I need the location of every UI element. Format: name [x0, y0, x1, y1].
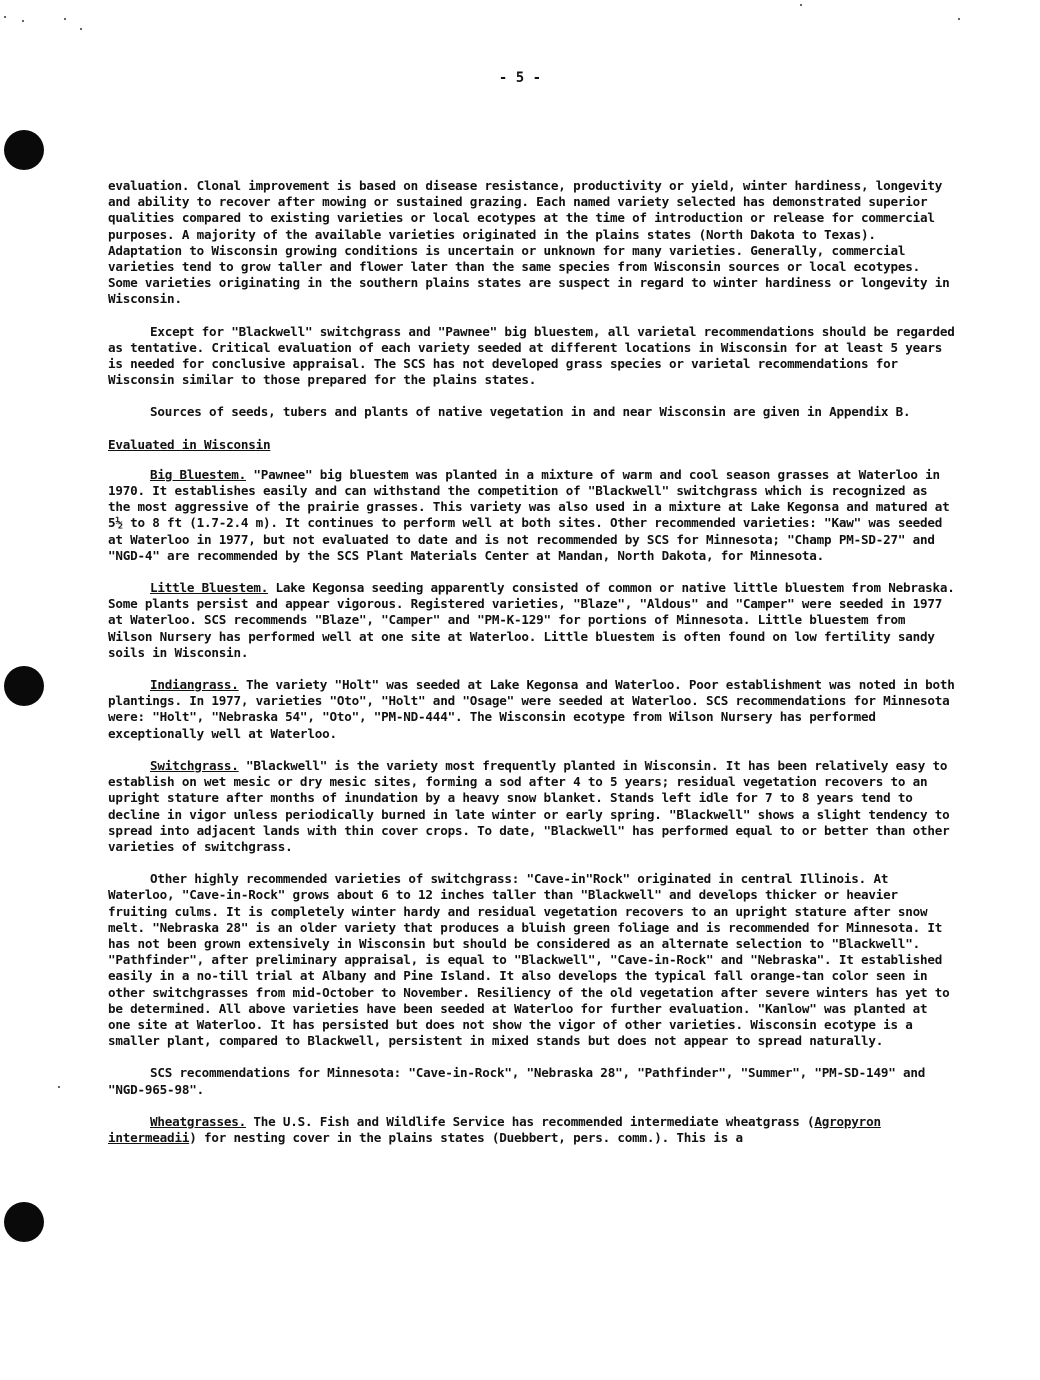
paragraph-indiangrass [108, 677, 956, 742]
big-bluestem-text: "Pawnee" big bluestem was planted in a mixture of warm and cool season grasses at Waterloo in 1970. It establishes easily and can withstand the competition of "Blackwell" switchgrass which is recognized as the most aggressive of the prairie grasses. This variety was also used in a mixture at Lake Kegonsa and matured at 5½ to 8 ft (1.7-2.4 m). It continues to perform well at both sites. Other recommended varieties: "Kaw" was seeded at Waterloo in 1977, but not evaluated to date and is not recommended by SCS for Minnesota; "Champ PM-SD-27" and "NGD-4" are recommended by the SCS Plant Materials Center at Mandan, North Dakota, for Minnesota. [108, 466, 950, 563]
paragraph-other-switchgrass: Other highly recommended varieties of switchgrass: "Cave-in"Rock" originated in central Illinois. At Waterloo, "Cave-in-Rock" grows about 6 to 12 inches taller than "Blackwell" and develops thicker or heavier fruiting culms. It is completely winter hardy and residual vegetation recovers to an upright stature after snow melt. "Nebraska 28" is an older variety that produces a bluish green foliage and is recommended for Minnesota. It has not been grown extensively in Wisconsin but should be considered as an alternate selection to "Blackwell". "Pathfinder", after preliminary appraisal, is equal to "Blackwell", "Cave-in-Rock" and "Nebraska". It established easily in a no-till trial at Albany and Pine Island. It also develops the typical fall orange-tan color seen in other switchgrasses from mid-October to November. Resiliency of the old vegetation after severe winters has yet to be determined. All above varieties have been seeded at Waterloo for further evaluation. "Kanlow" was planted at one site at Waterloo. It has persisted but does not show the vigor of other varieties. Wisconsin ecotype is a smaller plant, compared to Blackwell, persistent in mixed stands but does not appear to spread naturally. [108, 871, 950, 1049]
paragraph-evaluation: evaluation. Clonal improvement is based on disease resistance, productivity or yield, winter hardiness, longevity and ability to recover after mowing or sustained grazing. Each named variety selected has demonstrated superior qualities compared to existing varieties or local ecotypes at the time of introduction or release for commercial purposes. A majority of the available varieties originated in the plains states (North Dakota to Texas). Adaptation to Wisconsin growing conditions is uncertain or unknown for many varieties. Generally, commercial varieties tend to grow taller and flower later than the same species from Wisconsin sources or local ecotypes. Some varieties originating in the southern plains states are suspect in regard to winter hardiness or longevity in Wisconsin. [108, 178, 950, 307]
paragraph-wheatgrasses [108, 1114, 956, 1146]
big-bluestem-title: Big Bluestem. [150, 466, 246, 482]
paragraph-tentative: Except for "Blackwell" switchgrass and "Pawnee" big bluestem, all varietal recommendations should be regarded as tentative. Critical evaluation of each variety seeded at different locations in Wisconsin for at least 5 years is needed for conclusive appraisal. The SCS has not developed grass species or varietal recommendations for Wisconsin similar to those prepared for the plains states. [108, 323, 955, 388]
page-number: - 5 - [498, 70, 542, 86]
scan-speck [800, 4, 802, 6]
punch-hole-middle [4, 666, 44, 706]
paragraph-scs-minnesota: SCS recommendations for Minnesota: "Cave-in-Rock", "Nebraska 28", "Pathfinder", "Summer", "PM-SD-149" and "NGD-965-98". [108, 1065, 926, 1097]
little-bluestem-title: Little Bluestem. [150, 580, 269, 596]
little-bluestem-text: Lake Kegonsa seeding apparently consisted of common or native little bluestem from Nebraska. Some plants persist and appear vigorous. Registered varieties, "Blaze", "Aldous" and "Camper" were seeded in 1977 at Waterloo. SCS recommends "Blaze", "Camper" and "PM-K-129" for portions of Minnesota. Little bluestem from Wilson Nursery has performed well at one site at Waterloo. Little bluestem is often found on low fertility sandy soils in Wisconsin. [108, 580, 955, 660]
section-heading: Evaluated in Wisconsin [108, 436, 271, 452]
indiangrass-text: The variety "Holt" was seeded at Lake Kegonsa and Waterloo. Poor establishment was noted in both plantings. In 1977, varieties "Oto", "Holt" and "Osage" were seeded at Waterloo. SCS recommendations for Minnesota were: "Holt", "Nebraska 54", "Oto", "PM-ND-444". The Wisconsin ecotype from Wilson Nursery has performed exceptionally well at Waterloo. [108, 677, 955, 741]
paragraph-big-bluestem [108, 467, 956, 564]
wheatgrasses-text-b: ) for nesting cover in the plains states (Duebbert, pers. comm.). This is a [189, 1129, 743, 1145]
scan-speck [22, 20, 24, 22]
body-text [108, 178, 956, 1162]
switchgrass-title: Switchgrass. [150, 757, 239, 773]
wheatgrasses-text-a: The U.S. Fish and Wildlife Service has recommended intermediate wheatgrass ( [245, 1113, 815, 1129]
paragraph-little-bluestem [108, 580, 956, 661]
punch-hole-bottom [4, 1202, 44, 1242]
punch-hole-top [4, 130, 44, 170]
scan-speck [80, 28, 82, 30]
scan-speck [58, 1086, 60, 1088]
switchgrass-text: "Blackwell" is the variety most frequently planted in Wisconsin. It has been relatively easy to establish on wet mesic or dry mesic sites, forming a sod after 4 to 5 years; residual vegetation recovers to an upright stature after months of inundation by a heavy snow blanket. Stands left idle for 7 to 8 years tend to decline in vigor unless periodically burned in late winter or early spring. "Blackwell" shows a slight tendency to spread into adjacent lands with thin cover crops. To date, "Blackwell" has performed equal to or better than other varieties of switchgrass. [108, 757, 950, 854]
paragraph-switchgrass [108, 758, 956, 855]
indiangrass-title: Indiangrass. [150, 677, 239, 693]
wheatgrasses-species: Agropyron intermeadii [108, 1113, 881, 1145]
scan-speck [64, 18, 66, 20]
scan-speck [4, 16, 6, 18]
paragraph-sources: Sources of seeds, tubers and plants of native vegetation in and near Wisconsin are given in Appendix B. [150, 404, 911, 420]
wheatgrasses-title: Wheatgrasses. [150, 1113, 246, 1129]
scan-speck [958, 18, 960, 20]
